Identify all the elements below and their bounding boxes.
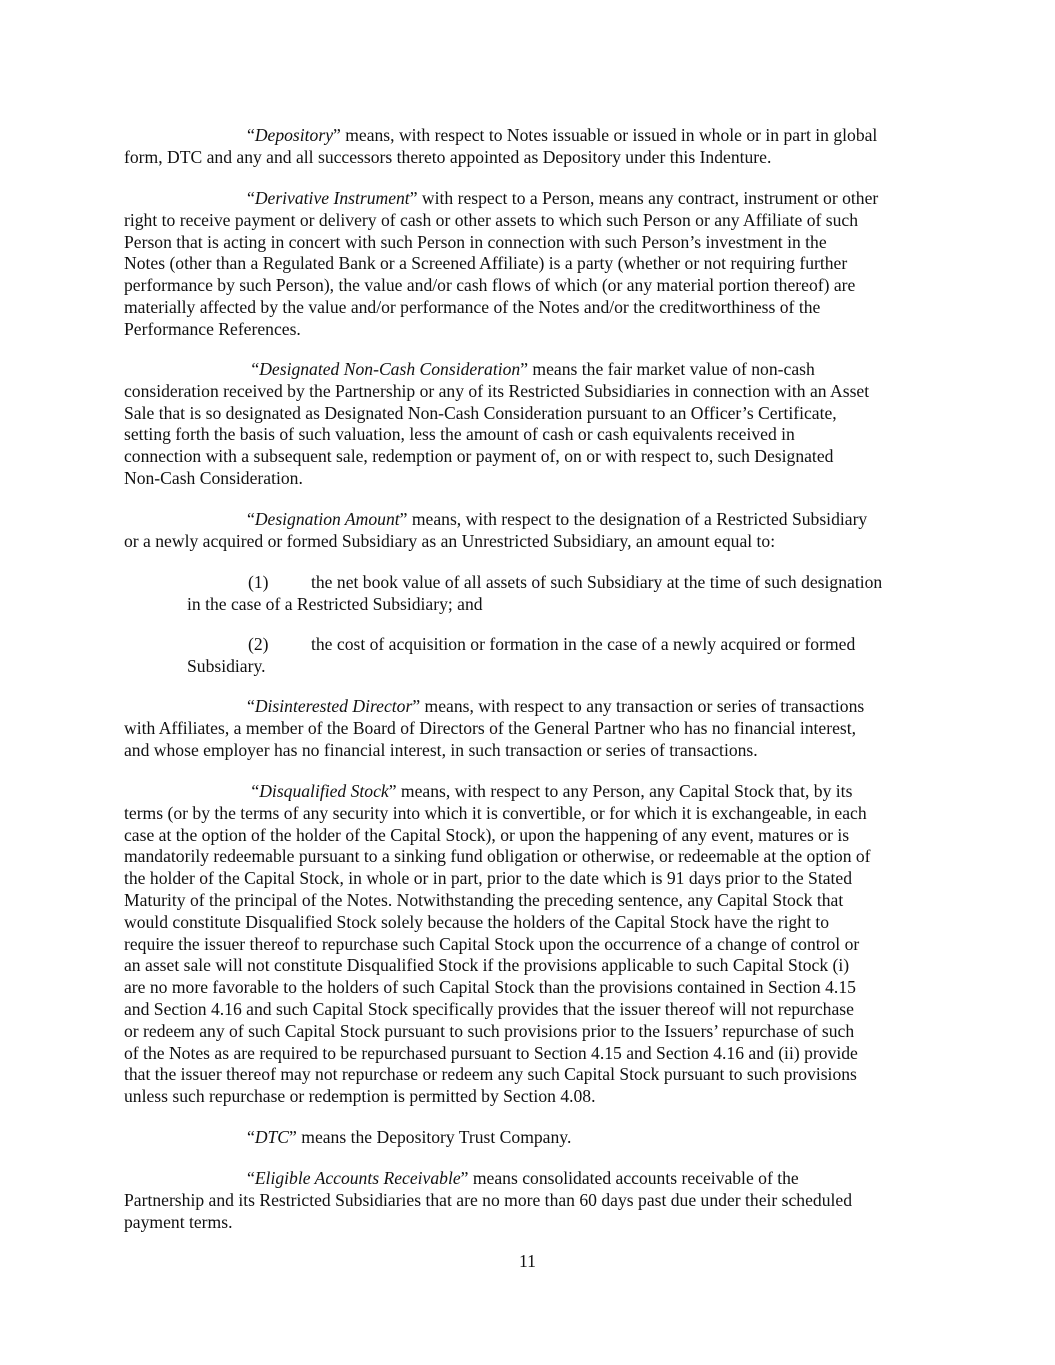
definition-disinterested-director: “Disinterested Director” means, with respect to any transaction or series of transactions with Affiliates, a member of the Board of Directors of the General Partner who has no financial interest, and whose employer has no financial interest, in such transaction or series of transactions.: [124, 696, 865, 760]
designation-item-2: (2) the cost of acquisition or formation in the case of a newly acquired or formed Subsidiary.: [187, 634, 856, 676]
defined-term: Eligible Accounts Receivable: [254, 1168, 461, 1188]
defined-term: Disinterested Director: [254, 696, 413, 716]
defined-term: Depository: [254, 125, 333, 145]
definition-eligible-accounts-receivable: “Eligible Accounts Receivable” means consolidated accounts receivable of the Partnership and its Restricted Subsidiaries that are no more than 60 days past due under their scheduled payment terms.: [124, 1168, 853, 1232]
definition-depository: “Depository” means, with respect to Notes issuable or issued in whole or in part in global form, DTC and any and all successors thereto appointed as Depository under this Indenture.: [124, 125, 878, 167]
defined-term: Designated Non-Cash Consideration: [259, 359, 521, 379]
definition-designation-amount: “Designation Amount” means, with respect to the designation of a Restricted Subsidiary or a newly acquired or formed Subsidiary as an Unrestricted Subsidiary, an amount equal to:: [124, 509, 868, 551]
defined-term: Designation Amount: [254, 509, 400, 529]
definition-disqualified-stock: “Disqualified Stock” means, with respect to any Person, any Capital Stock that, by its terms (or by the terms of any security into which it is convertible, or for which it is exchangeable, in each case at the option of the holder of the Capital Stock), or upon the happening of any event, matures or is mandatorily redeemable pursuant to a sinking fund obligation or otherwise, or redeemable at the option of the holder of the Capital Stock, in whole or in part, prior to the date which is 91 days prior to the Stated Maturity of the principal of the Notes. Notwithstanding the preceding sentence, any Capital Stock that would constitute Disqualified Stock solely because the holders of the Capital Stock have the right to require the issuer thereof to repurchase such Capital Stock upon the occurrence of a change of control or an asset sale will not constitute Disqualified Stock if the provisions applicable to such Capital Stock (i) are no more favorable to the holders of such Capital Stock than the provisions contained in Section 4.15 and Section 4.16 and such Capital Stock specifically provides that the issuer thereof will not repurchase or redeem any of such Capital Stock pursuant to such provisions prior to the Issuers’ repurchase of such of the Notes as are required to be repurchased pursuant to Section 4.15 and Section 4.16 and (ii) provide that the issuer thereof may not repurchase or redeem any such Capital Stock pursuant to such provisions unless such repurchase or redemption is permitted by Section 4.08.: [124, 781, 871, 1107]
page-number: 11: [519, 1251, 536, 1271]
definition-derivative-instrument: “Derivative Instrument” with respect to a Person, means any contract, instrument or other right to receive payment or delivery of cash or other assets to which such Person or any Affiliate of such Person that is acting in concert with such Person in connection with such Person’s investment in the Notes (other than a Regulated Bank or a Screened Affiliate) is a party (whether or not requiring further performance by such Person), the value and/or cash flows of which (or any material portion thereof) are materially affected by the value and/or performance of the Notes and/or the creditworthiness of the Performance References.: [124, 188, 879, 339]
defined-term: Derivative Instrument: [254, 188, 410, 208]
item-number: (1): [248, 572, 269, 592]
designation-item-1: (1) the net book value of all assets of such Subsidiary at the time of such designation in the case of a Restricted Subsidiary; and: [187, 572, 883, 614]
defined-term: Disqualified Stock: [259, 781, 389, 801]
definition-designated-non-cash-consideration: “Designated Non-Cash Consideration” means the fair market value of non-cash consideration received by the Partnership or any of its Restricted Subsidiaries in connection with an Asset Sale that is so designated as Designated Non-Cash Consideration pursuant to an Officer’s Certificate, setting forth the basis of such valuation, less the amount of cash or cash equivalents received in connection with a subsequent sale, redemption or payment of, on or with respect to, such Designated Non-Cash Consideration.: [124, 359, 870, 488]
defined-term: DTC: [254, 1127, 290, 1147]
definition-dtc: “DTC” means the Depository Trust Company.: [247, 1127, 572, 1147]
item-number: (2): [248, 634, 269, 654]
